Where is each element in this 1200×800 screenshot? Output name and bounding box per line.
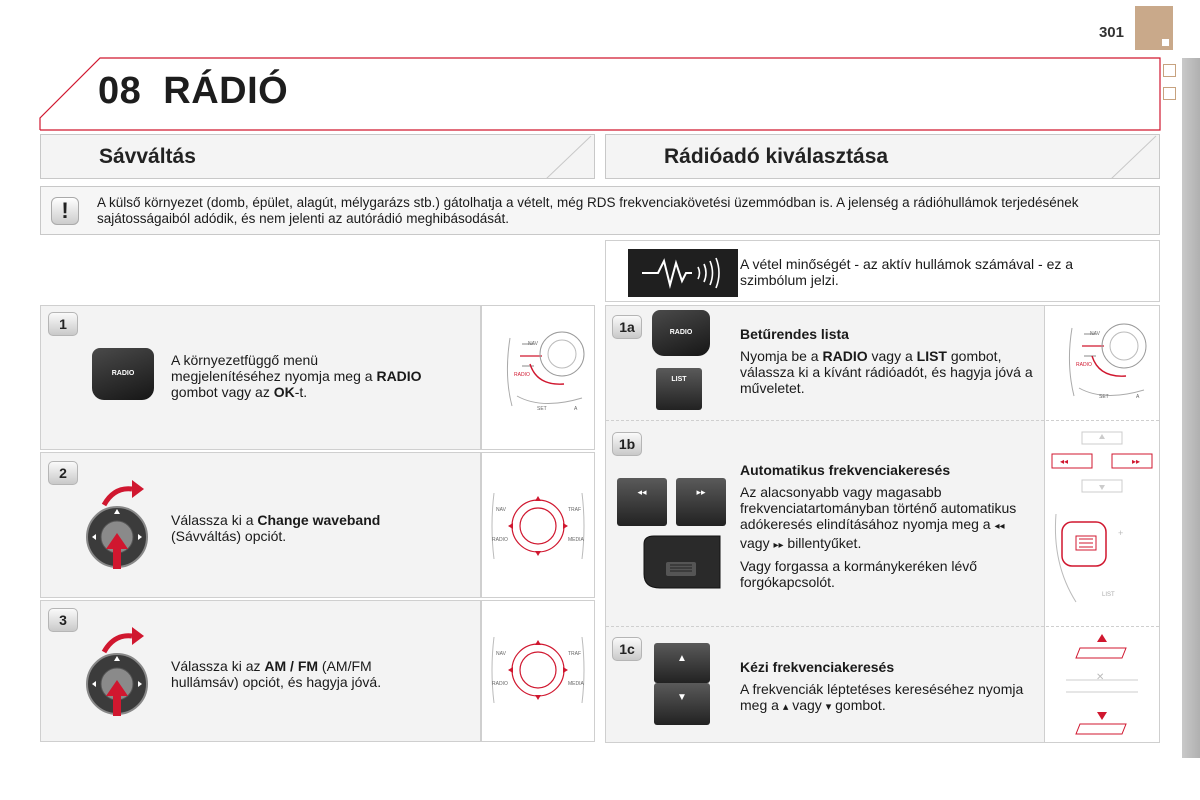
step-up-button[interactable]: ▲: [654, 643, 710, 683]
step-badge: 1c: [612, 637, 642, 661]
steering-wheel-button-icon[interactable]: [640, 534, 726, 594]
reception-text: A vétel minőségét - az aktív hullámok számával - ez a szimbólum jelzi.: [740, 256, 1074, 288]
svg-text:◂◂: ◂◂: [1060, 457, 1069, 466]
svg-text:TRAF: TRAF: [568, 651, 582, 657]
page-number: 301: [1098, 24, 1124, 41]
rotary-knob-icon[interactable]: [84, 475, 160, 579]
chapter-title: [98, 70, 288, 113]
svg-text:✕: ✕: [1096, 672, 1105, 683]
reception-signal-icon: [628, 249, 738, 297]
svg-text:SET: SET: [537, 406, 547, 412]
list-button[interactable]: LIST: [656, 368, 702, 410]
step-1b-text: Automatikus frekvenciakeresés Az alacsonyabb vagy magasabb frekvenciatartományban történő automatikus adókeresés elindításához nyomja meg a ◂◂ vagy ▸▸ billentyűket. Vagy forgassa a kormánykeréken lévő forgókapcsolót.: [740, 462, 1017, 590]
reception-panel: [605, 240, 1160, 302]
svg-text:NAV: NAV: [496, 651, 506, 657]
svg-text:RADIO: RADIO: [1076, 362, 1092, 368]
step-1b-heading: Automatikus frekvenciakeresés: [740, 462, 951, 478]
seek-down-button[interactable]: ◂◂: [617, 478, 667, 526]
section-title-left: Sávváltás: [99, 145, 196, 168]
chapter-number: 08: [98, 70, 142, 112]
svg-text:RADIO: RADIO: [492, 681, 508, 687]
step-1a-heading: Betűrendes lista: [740, 326, 849, 342]
section-title-right: Rádióadó kiválasztása: [664, 145, 889, 168]
step-2-illustration: [481, 452, 595, 598]
exclamation-icon: !: [51, 197, 79, 225]
section-header-right: [605, 134, 1160, 179]
warning-text: A külső környezet (domb, épület, alagút, mélygarázs stb.) gátolhatja a vételt, még RDS frekvenciakövetési üzemmódban is. A jelenség a rádióhullámok terjedésének sajátosságaiból adódik, és nem jelenti az autórádió meghibásodását.: [97, 195, 1079, 226]
chapter-name: RÁDIÓ: [163, 70, 289, 112]
step-badge: 1: [48, 312, 78, 336]
svg-text:MEDIA: MEDIA: [568, 537, 584, 543]
side-bar: [1182, 58, 1200, 758]
step-1b-illustration: [1046, 424, 1158, 624]
svg-text:A: A: [574, 406, 578, 412]
warning-box: [40, 186, 1160, 235]
step-3-text: Válassza ki az AM / FM (AM/FM hullámsáv) opciót, és hagyja jóvá.: [171, 658, 382, 690]
svg-text:SET: SET: [1099, 394, 1109, 400]
step-1c-text: Kézi frekvenciakeresés A frekvenciák léptetéses kereséséhez nyomja meg a ▴ vagy ▾ gombot.: [740, 659, 1024, 713]
step-badge: 1b: [612, 432, 642, 456]
step-1a-illustration: [1046, 310, 1158, 418]
svg-text:▸▸: ▸▸: [1132, 457, 1141, 466]
svg-text:A: A: [1136, 394, 1140, 400]
svg-text:NAV: NAV: [496, 507, 506, 513]
step-1-text: A környezetfüggő menü megjelenítéséhez nyomja meg a RADIO gombot vagy az OK-t.: [171, 352, 422, 400]
step-down-button[interactable]: ▼: [654, 683, 710, 725]
section-header-left: [40, 134, 595, 179]
svg-text:+: +: [1118, 528, 1124, 538]
step-1a-text: Betűrendes lista Nyomja be a RADIO vagy a LIST gombot, válassza ki a kívánt rádióadót, és hagyja jóvá a műveletet.: [740, 326, 1033, 396]
svg-text:MEDIA: MEDIA: [568, 681, 584, 687]
svg-text:TRAF: TRAF: [568, 507, 582, 513]
seek-up-button[interactable]: ▸▸: [676, 478, 726, 526]
step-3-illustration: [481, 600, 595, 742]
step-1c-heading: Kézi frekvenciakeresés: [740, 659, 895, 675]
step-2-text: Válassza ki a Change waveband (Sávváltás) opciót.: [171, 512, 381, 544]
step-badge: 3: [48, 608, 78, 632]
svg-text:RADIO: RADIO: [514, 372, 530, 378]
step-1-illustration: [481, 305, 595, 450]
svg-text:RADIO: RADIO: [492, 537, 508, 543]
radio-button[interactable]: RADIO: [652, 310, 710, 356]
rotary-knob-icon[interactable]: [84, 622, 160, 726]
step-badge: 2: [48, 461, 78, 485]
svg-text:NAV: NAV: [1090, 331, 1100, 337]
radio-button[interactable]: RADIO: [92, 348, 154, 400]
step-badge: 1a: [612, 315, 642, 339]
step-1c-illustration: [1046, 630, 1158, 740]
svg-text:NAV: NAV: [528, 341, 538, 347]
svg-text:LIST: LIST: [1102, 592, 1115, 598]
